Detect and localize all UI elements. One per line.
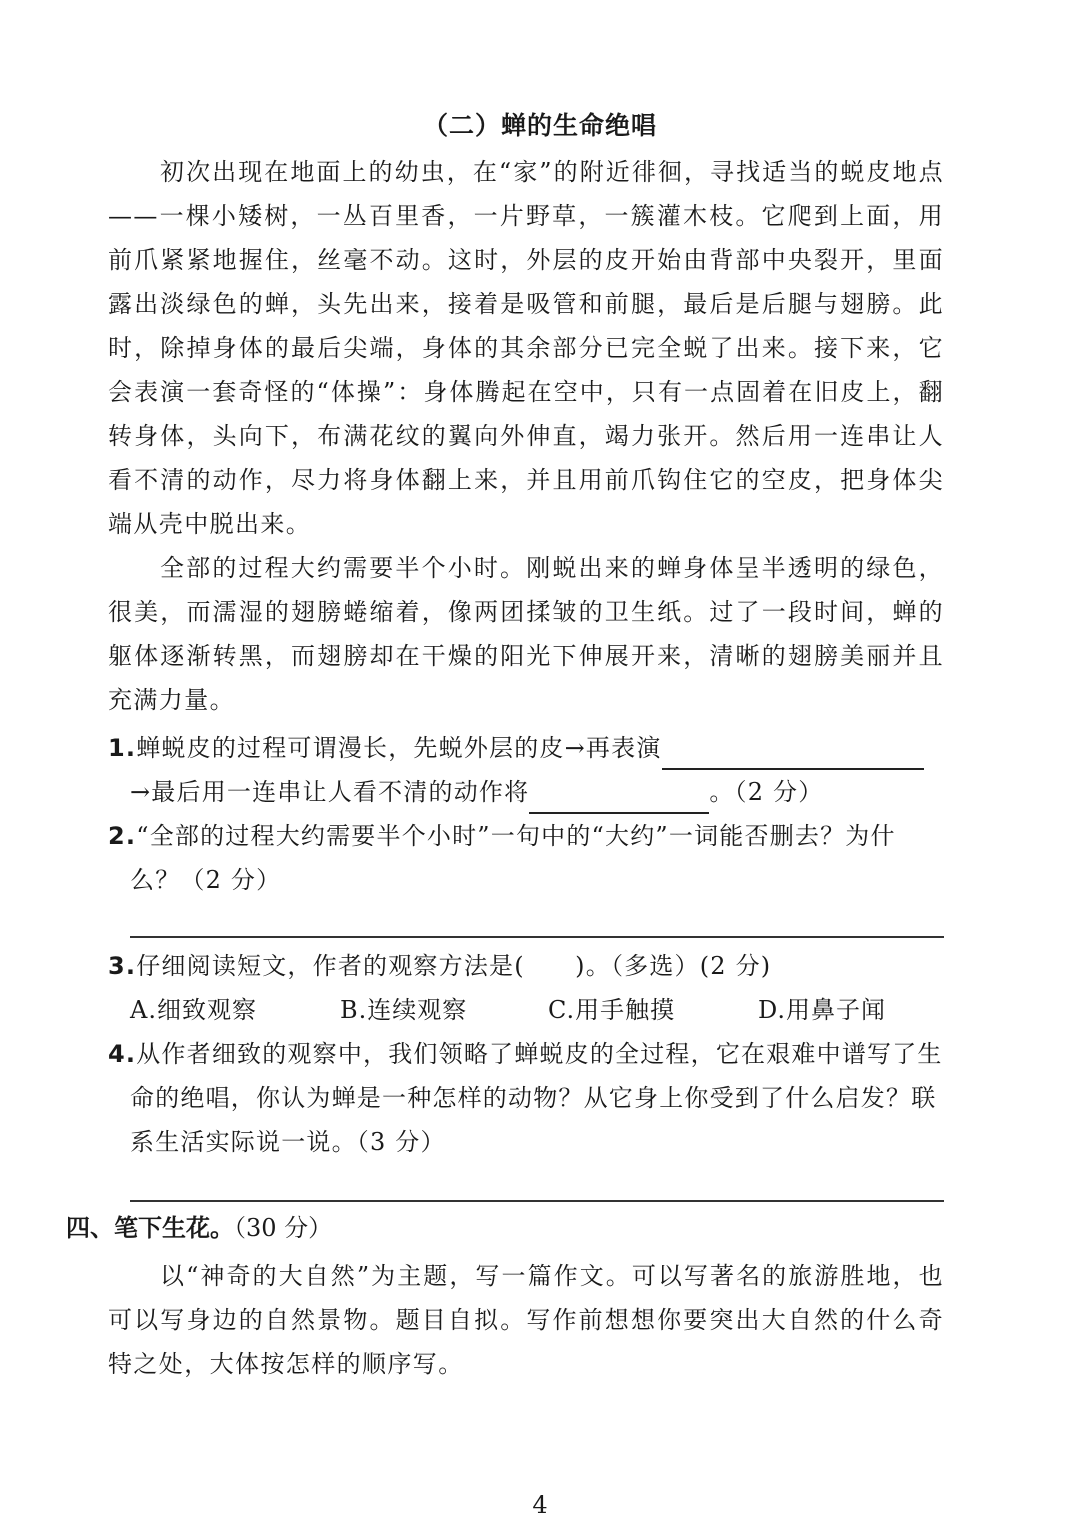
section-4-heading xyxy=(66,1208,332,1248)
question-2-number: 2. xyxy=(108,822,137,850)
question-3 xyxy=(108,944,944,988)
question-2-answer-line[interactable] xyxy=(130,936,944,938)
question-1-blank-1[interactable] xyxy=(662,738,924,770)
option-a[interactable]: A.细致观察 xyxy=(130,996,257,1024)
passage-paragraph-1: 初次出现在地面上的幼虫，在“家”的附近徘徊，寻找适当的蜕皮地点——一棵小矮树，一丛百里香，一片野草，一簇灌木枝。它爬到上面，用前爪紧紧地握住，丝毫不动。这时，外层的皮开始由背部中央裂开，里面露出淡绿色的蝉，头先出来，接着是吸管和前腿，最后是后腿与翅膀。此时，除掉身体的最后尖端，身体的其余部分已完全蜕了出来。接下来，它会表演一套奇怪的“体操”：身体腾起在空中，只有一点固着在旧皮上，翻转身体，头向下，布满花纹的翼向外伸直，竭力张开。然后用一连串让人看不清的动作，尽力将身体翻上来，并且用前爪钩住它的空皮，把身体尖端从壳中脱出来。 xyxy=(108,158,944,538)
option-d[interactable]: D.用鼻子闻 xyxy=(758,996,887,1024)
section-4-prompt: 以“神奇的大自然”为主题，写一篇作文。可以写著名的旅游胜地，也可以写身边的自然景物。题目自拟。写作前想想你要突出大自然的什么奇特之处，大体按怎样的顺序写。 xyxy=(108,1262,944,1378)
question-1-text-b: →最后用一连串让人看不清的动作将 xyxy=(130,778,530,806)
question-1-text-c: 。（2 分） xyxy=(709,778,824,806)
option-b[interactable]: B.连续观察 xyxy=(340,996,468,1024)
section-4-score: （30 分） xyxy=(234,1214,333,1242)
question-3-options xyxy=(130,988,944,1032)
question-4-text: 从作者细致的观察中，我们领略了蝉蜕皮的全过程，它在艰难中谱写了生命的绝唱，你认为蝉是一种怎样的动物？从它身上你受到了什么启发？联系生活实际说一说。（3 分） xyxy=(130,1040,943,1156)
section-4-title: 四、笔下生花。 xyxy=(66,1214,234,1242)
question-1 xyxy=(108,726,944,814)
question-3-number: 3. xyxy=(108,952,137,980)
option-c[interactable]: C.用手触摸 xyxy=(548,996,676,1024)
passage-paragraph-2: 全部的过程大约需要半个小时。刚蜕出来的蝉身体呈半透明的绿色，很美，而濡湿的翅膀蜷缩着，像两团揉皱的卫生纸。过了一段时间，蝉的躯体逐渐转黑，而翅膀却在干燥的阳光下伸展开来，清晰的翅膀美丽并且充满力量。 xyxy=(108,554,944,714)
question-3-text: 仔细阅读短文，作者的观察方法是( )。（多选）(2 分) xyxy=(136,952,772,980)
question-1-text-a: 蝉蜕皮的过程可谓漫长，先蜕外层的皮→再表演 xyxy=(136,734,662,762)
passage-title: （二）蝉的生命绝唱 xyxy=(422,111,657,140)
question-4-answer-line[interactable] xyxy=(130,1200,944,1202)
question-4-number: 4. xyxy=(108,1040,137,1068)
question-1-number: 1. xyxy=(108,734,137,762)
page-number: 4 xyxy=(532,1491,548,1519)
question-1-blank-2[interactable] xyxy=(529,782,709,814)
question-4 xyxy=(108,1032,944,1164)
question-2-text: “全部的过程大约需要半个小时”一句中的“大约”一词能否删去？为什么？（2 分） xyxy=(130,822,896,894)
question-2 xyxy=(108,814,944,902)
